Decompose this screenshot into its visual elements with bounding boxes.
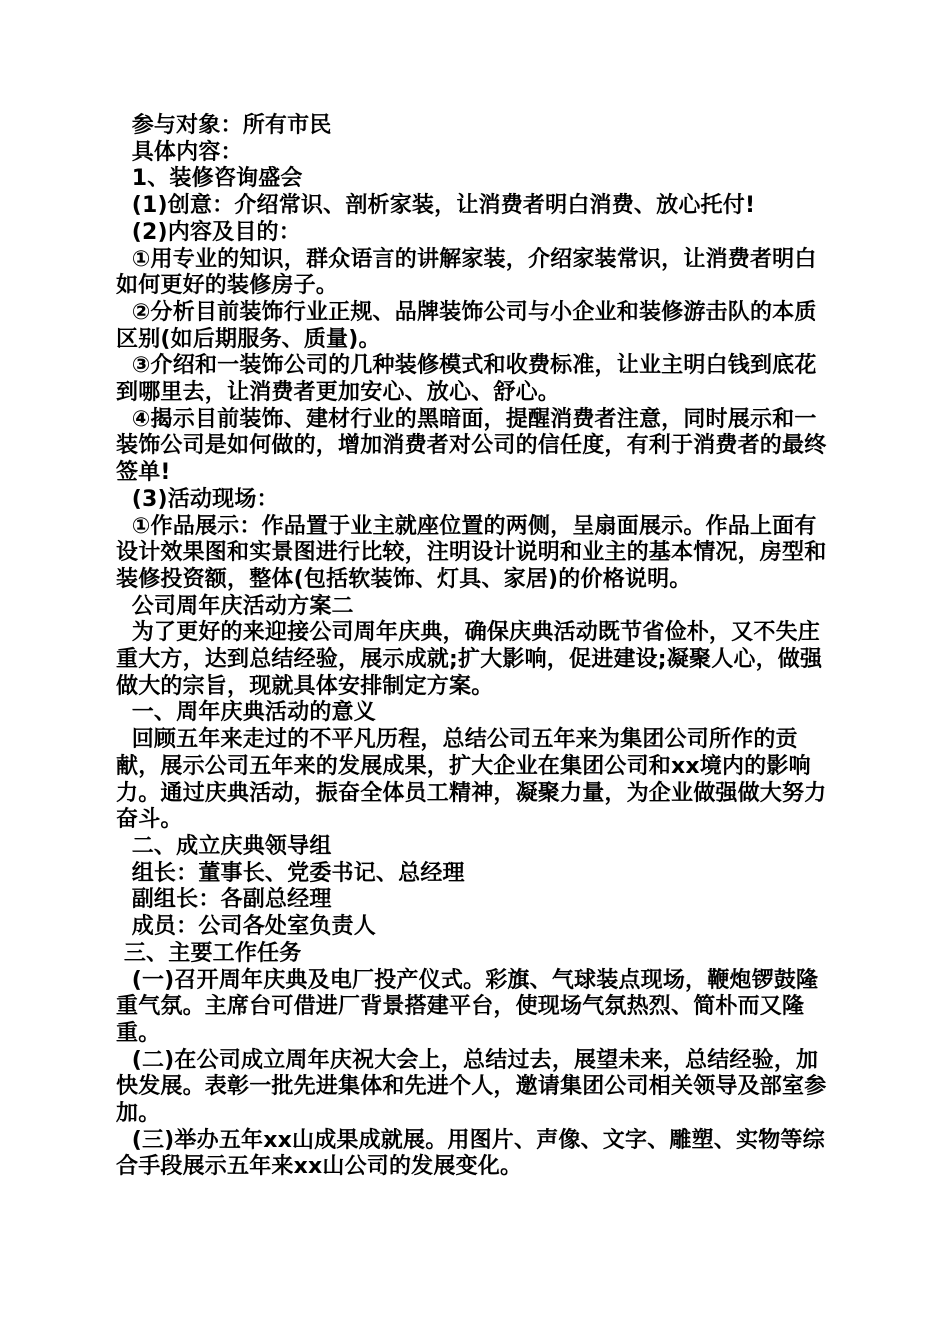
purpose-item-3: ③介绍和一装饰公司的几种装修模式和收费标准，让业主明白钱到底花到哪里去，让消费者更加安心、放心、舒心。 xyxy=(116,353,817,406)
plan-intro-paragraph: 为了更好的来迎接公司周年庆典，确保庆典活动既节省俭朴，又不失庄重大方，达到总结经验，展示成就;扩大影响，促进建设;凝聚人心，做强做大的宗旨，现就具体安排制定方案。 xyxy=(116,620,823,699)
venue-heading: (3)活动现场： xyxy=(116,486,279,512)
content-heading: 具体内容： xyxy=(116,139,243,165)
creative-paragraph: (1)创意：介绍常识、剖析家装，让消费者明白消费、放心托付! xyxy=(116,193,756,219)
venue-item-1: ①作品展示：作品置于业主就座位置的两侧，呈扇面展示。作品上面有设计效果图和实景图进行比较，注明设计说明和业主的基本情况，房型和装修投资额，整体(包括软装饰、灯具、家居)的价格说明。 xyxy=(116,513,827,592)
task-item-3: (三)举办五年xx山成果成就展。用图片、声像、文字、雕塑、实物等综合手段展示五年来xx山公司的发展变化。 xyxy=(116,1127,825,1180)
purpose-item-4: ④揭示目前装饰、建材行业的黑暗面，提醒消费者注意，同时展示和一装饰公司是如何做的，增加消费者对公司的信任度，有利于消费者的最终签单! xyxy=(116,406,827,486)
section-significance-heading: 一、周年庆典活动的意义 xyxy=(116,700,376,726)
section-leadership-heading: 二、成立庆典领导组 xyxy=(116,833,332,859)
task-item-2: (二)在公司成立周年庆祝大会上，总结过去，展望未来，总结经验，加快发展。表彰一批先进集体和先进个人，邀请集团公司相关领导及部室参加。 xyxy=(116,1047,827,1127)
deputy-leader-line: 副组长：各副总经理 xyxy=(116,887,332,913)
task-item-1: (一)召开周年庆典及电厂投产仪式。彩旗、气球装点现场，鞭炮锣鼓隆重气氛。主席台可借进厂背景搭建平台，使现场气氛热烈、简朴而又隆重。 xyxy=(116,967,819,1046)
purpose-item-2: ②分析目前装饰行业正规、品牌装饰公司与小企业和装修游击队的本质区别(如后期服务、质量)。 xyxy=(116,299,817,352)
participants-line: 参与对象：所有市民 xyxy=(116,113,332,138)
section-tasks-heading: 三、主要工作任务 xyxy=(116,940,302,966)
leader-line: 组长：董事长、党委书记、总经理 xyxy=(116,860,465,886)
document-body xyxy=(116,113,834,1181)
plan-two-title: 公司周年庆活动方案二 xyxy=(116,593,354,619)
content-purpose-heading: (2)内容及目的： xyxy=(116,219,301,245)
purpose-item-1: ①用专业的知识，群众语言的讲解家装，介绍家装常识，让消费者明白如何更好的装修房子。 xyxy=(116,246,817,299)
significance-paragraph: 回顾五年来走过的不平凡历程，总结公司五年来为集团公司所作的贡献，展示公司五年来的发展成果，扩大企业在集团公司和xx境内的影响力。通过庆典活动，振奋全体员工精神，凝聚力量，为企业做强做大努力奋斗。 xyxy=(116,727,827,833)
members-line: 成员：公司各处室负责人 xyxy=(116,914,376,940)
section-1-heading: 1、装修咨询盛会 xyxy=(116,166,303,192)
